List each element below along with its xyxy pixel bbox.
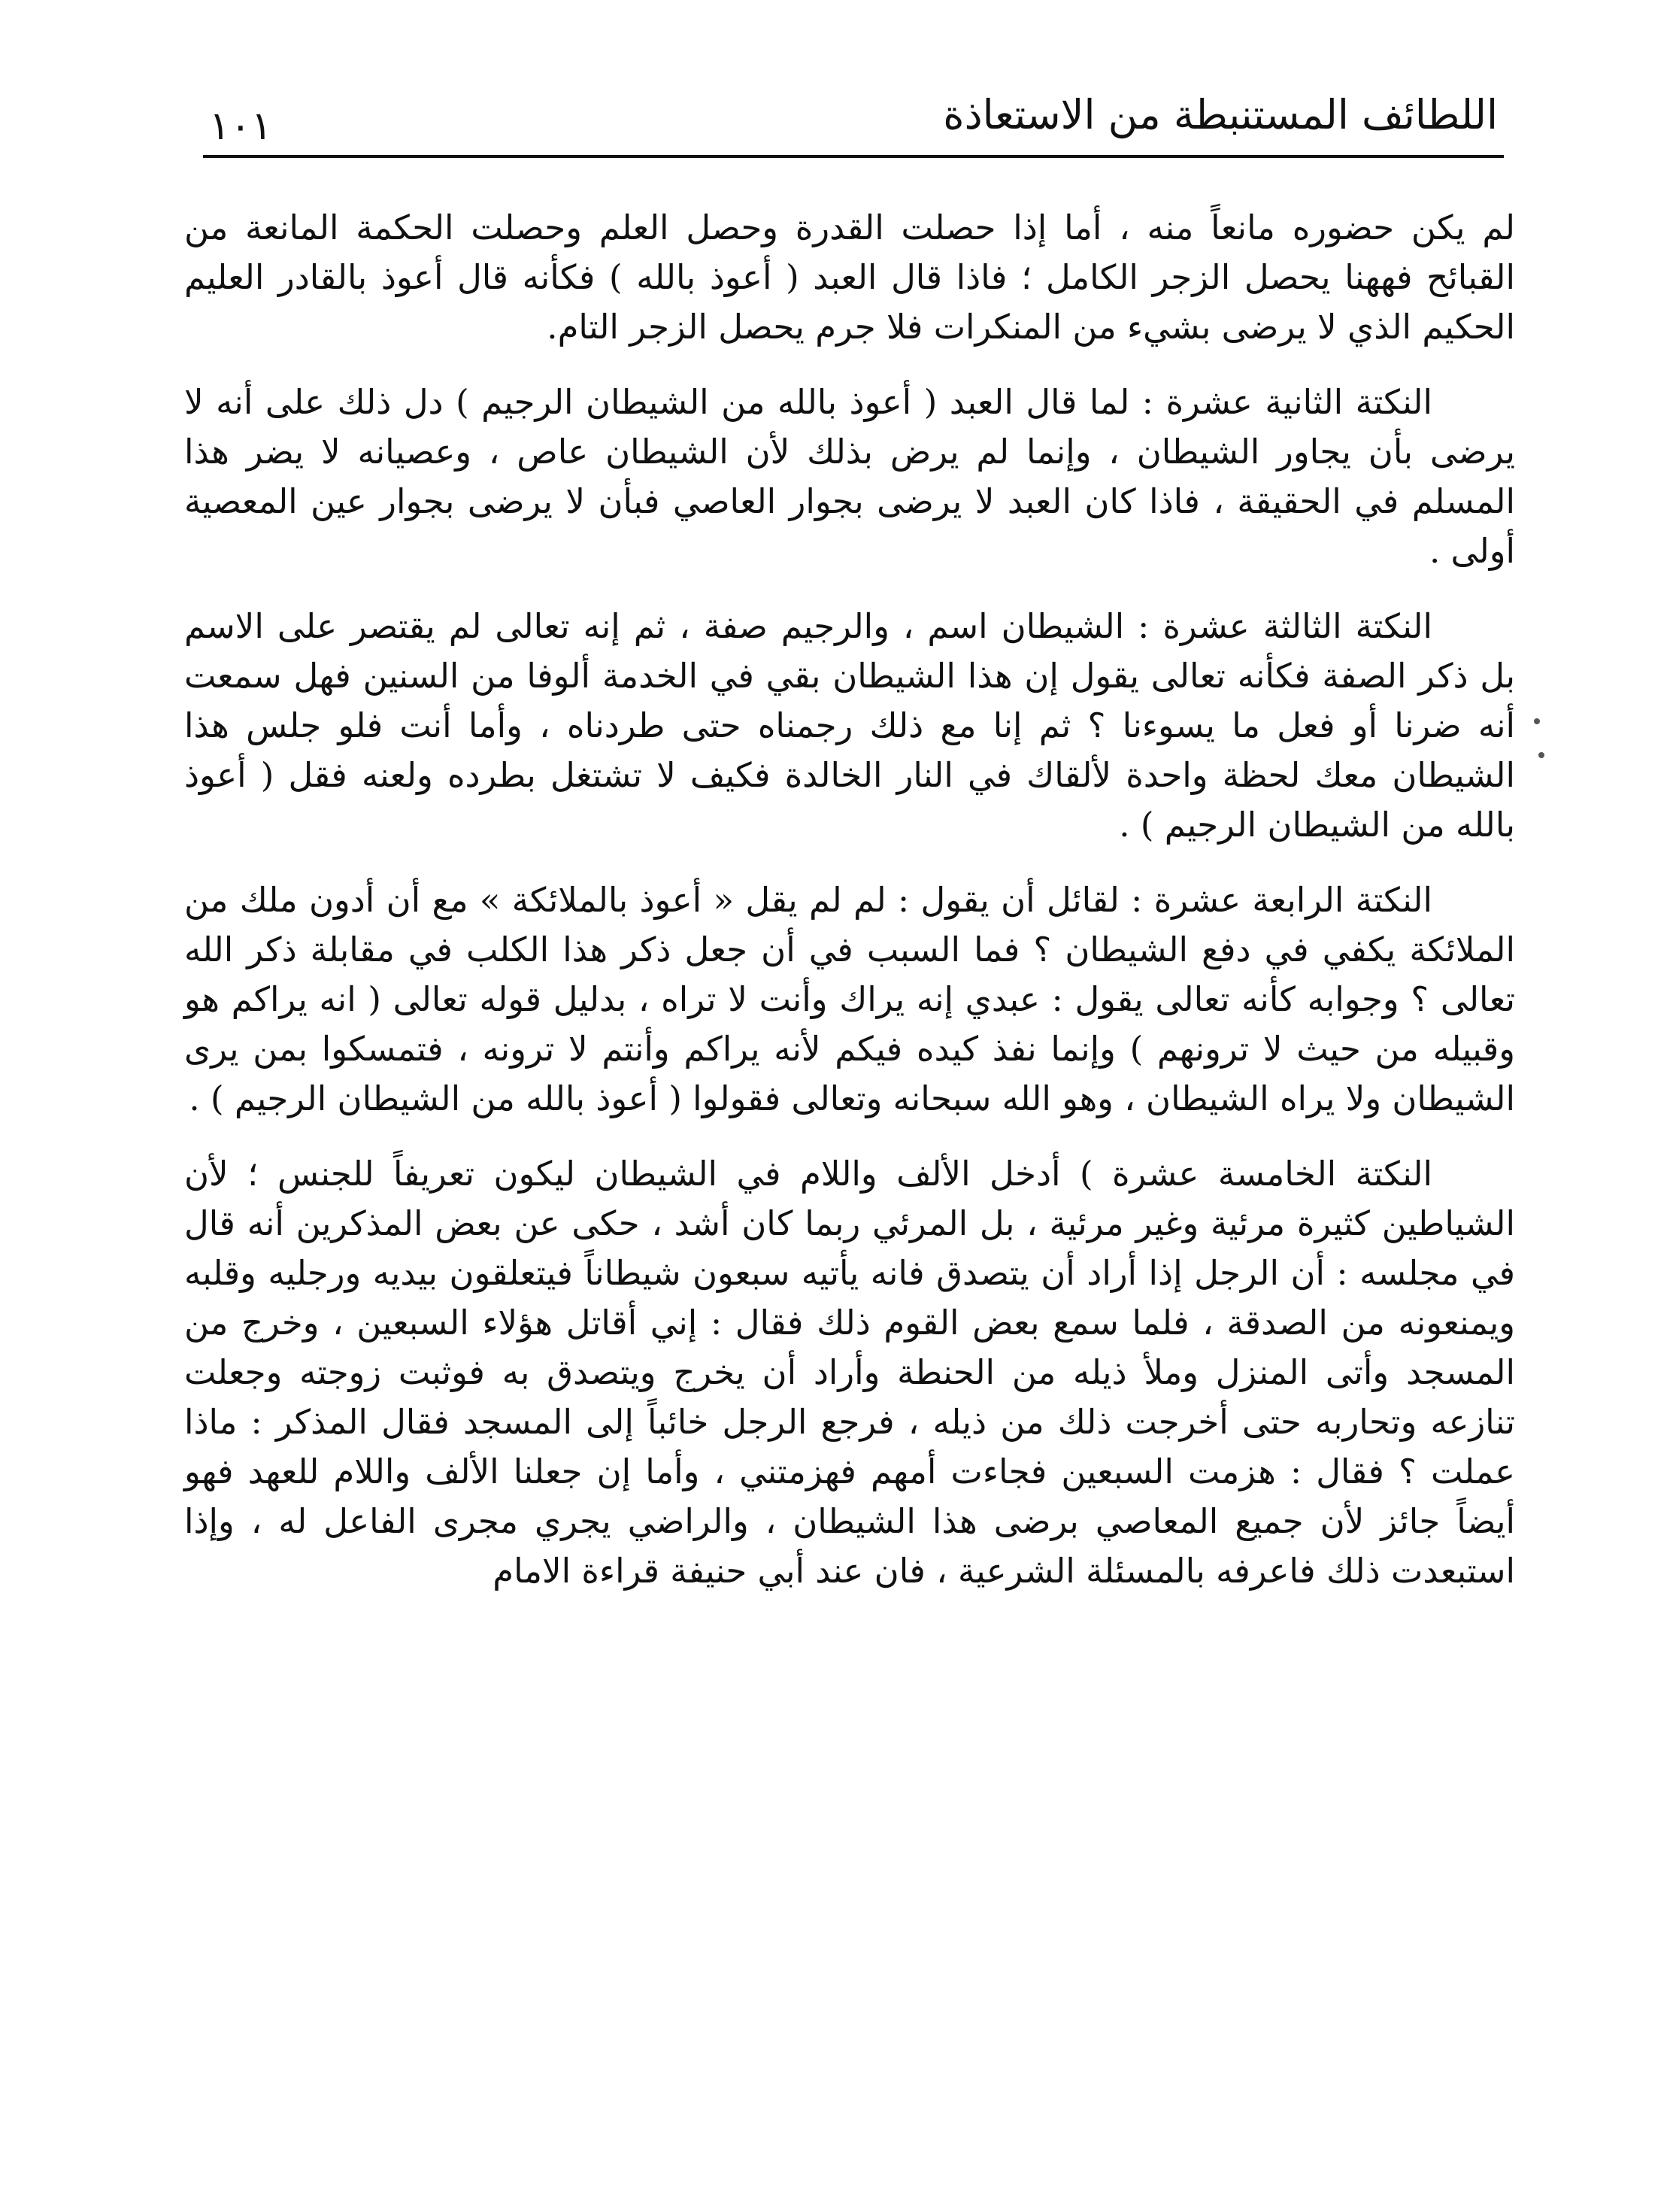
margin-speck [1534, 718, 1540, 724]
page-number: ١٠١ [209, 104, 272, 149]
paragraph-note-14: النكتة الرابعة عشرة : لقائل أن يقول : لم لم يقل « أعوذ بالملائكة » مع أن أدون ملك من الملائكة يكفي في دفع الشيطان ؟ فما السبب في أن جعل ذكر هذا الكلب في مقابلة ذكر الله تعالى ؟ وجوابه كأنه تعالى يقول : عبدي إنه يراك وأنت لا تراه ، بدليل قوله تعالى ( انه يراكم هو وقبيله من حيث لا ترونهم ) وإنما نفذ كيده فيكم لأنه يراكم وأنتم لا ترونه ، فتمسكوا بمن يرى الشيطان ولا يراه الشيطان ، وهو الله سبحانه وتعالى فقولوا ( أعوذ بالله من الشيطان الرجيم ) . [184, 880, 1515, 1118]
header-rule [203, 155, 1504, 158]
running-title: اللطائف المستنبطة من الاستعاذة [943, 91, 1498, 138]
paragraph-note-12: النكتة الثانية عشرة : لما قال العبد ( أعوذ بالله من الشيطان الرجيم ) دل ذلك على أنه لا يرضى بأن يجاور الشيطان ، وإنما لم يرض بذلك لأن الشيطان عاص ، وعصيانه لا يضر هذا المسلم في الحقيقة ، فاذا كان العبد لا يرضى بجوار العاصي فبأن لا يرضى بجوار عين المعصية أولى . [184, 382, 1515, 571]
paragraph-note-15: النكتة الخامسة عشرة ) أدخل الألف واللام في الشيطان ليكون تعريفاً للجنس ؛ لأن الشياطين كثيرة مرئية وغير مرئية ، بل المرئي ربما كان أشد ، حكى عن بعض المذكرين أنه قال في مجلسه : أن الرجل إذا أراد أن يتصدق فانه يأتيه سبعون شيطاناً فيتعلقون بيديه ورجليه وقلبه ويمنعونه من الصدقة ، فلما سمع بعض القوم ذلك فقال : إني أقاتل هؤلاء السبعين ، وخرج من المسجد وأتى المنزل وملأ ذيله من الحنطة وأراد أن يخرج ويتصدق به فوثبت زوجته وجعلت تنازعه وتحاربه حتى أخرجت ذلك من ذيله ، فرجع الرجل خائباً إلى المسجد فقال المذكر : ماذا عملت ؟ فقال : هزمت السبعين فجاءت أمهم فهزمتني ، وأما إن جعلنا الألف واللام للعهد فهو أيضاً جائز لأن جميع المعاصي برضى هذا الشيطان ، والراضي يجري مجرى الفاعل له ، وإذا استبعدت ذلك فاعرفه بالمسئلة الشرعية ، فان عند أبي حنيفة قراءة الامام [184, 1154, 1515, 1591]
paragraph-continuation: لم يكن حضوره مانعاً منه ، أما إذا حصلت القدرة وحصل العلم وحصلت الحكمة المانعة من القبائح فههنا يحصل الزجر الكامل ؛ فاذا قال العبد ( أعوذ بالله ) فكأنه قال أعوذ بالقادر العليم الحكيم الذي لا يرضى بشيء من المنكرات فلا جرم يحصل الزجر التام. [184, 208, 1515, 347]
running-head [203, 81, 1504, 164]
margin-speck [1538, 752, 1544, 758]
body-text [184, 203, 1515, 1622]
paragraph-note-13: النكتة الثالثة عشرة : الشيطان اسم ، والرجيم صفة ، ثم إنه تعالى لم يقتصر على الاسم بل ذكر الصفة فكأنه تعالى يقول إن هذا الشيطان بقي في الخدمة ألوفا من السنين فهل سمعت أنه ضرنا أو فعل ما يسوءنا ؟ ثم إنا مع ذلك رجمناه حتى طردناه ، وأما أنت فلو جلس هذا الشيطان معك لحظة واحدة لألقاك في النار الخالدة فكيف لا تشتغل بطرده ولعنه فقل ( أعوذ بالله من الشيطان الرجيم ) . [184, 606, 1515, 845]
